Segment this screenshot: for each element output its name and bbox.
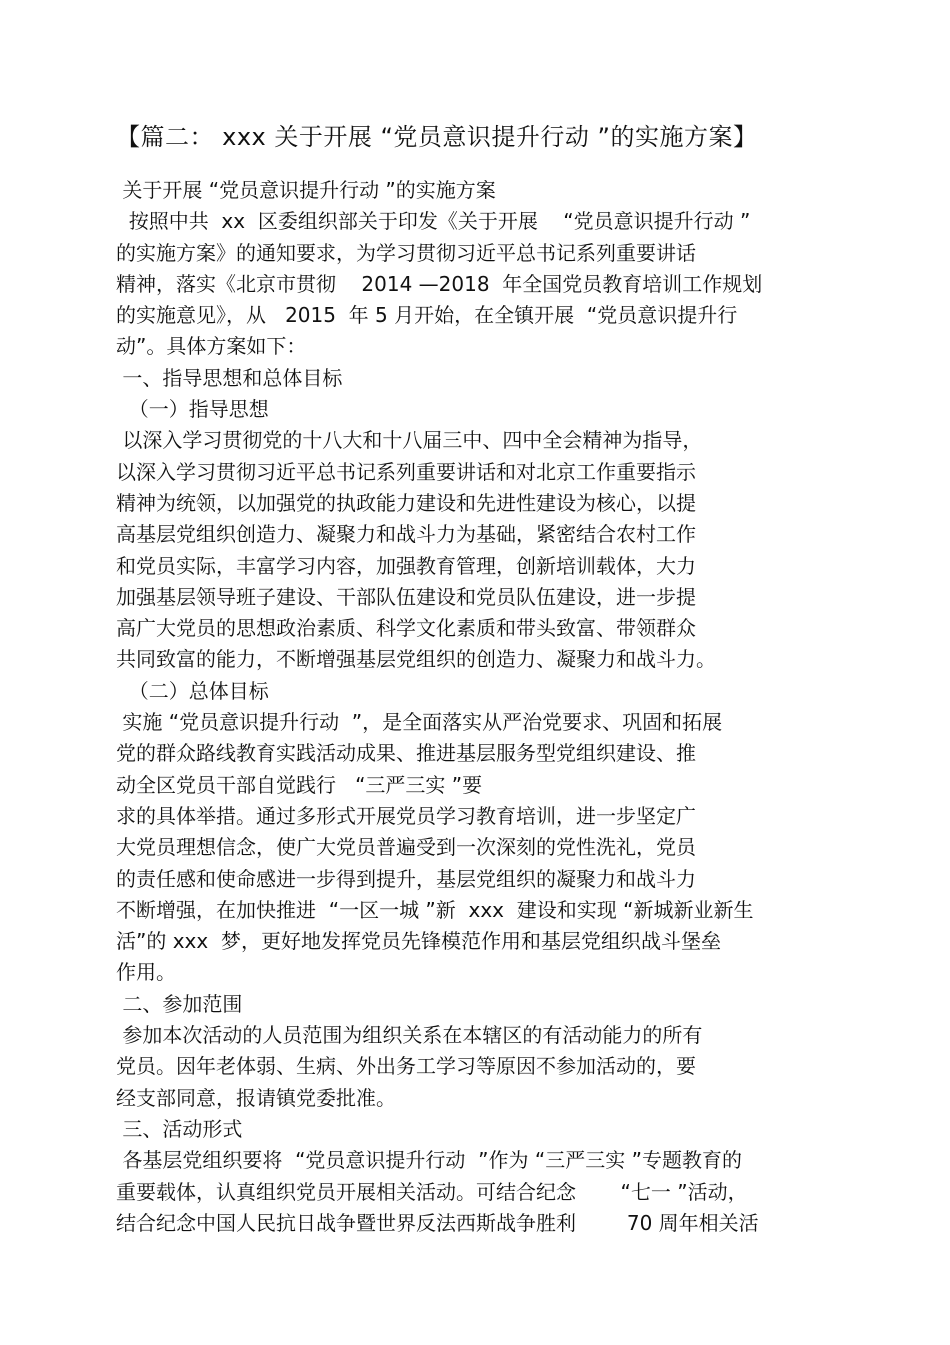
text-line: 重要载体，认真组织党员开展相关活动。可结合纪念 “七一 ”活动， <box>116 1179 748 1204</box>
text-line: 高广大党员的思想政治素质、科学文化素质和带头致富、带领群众 <box>116 616 696 641</box>
text-line: 大党员理想信念，使广大党员普遍受到一次深刻的党性洗礼，党员 <box>116 835 696 860</box>
text-line: 三、活动形式 <box>116 1116 243 1141</box>
text-line: 参加本次活动的人员范围为组织关系在本辖区的有活动能力的所有 <box>116 1023 703 1048</box>
text-line: 的实施方案》的通知要求，为学习贯彻习近平总书记系列重要讲话 <box>116 240 696 265</box>
text-line: 动”。具体方案如下： <box>116 334 307 359</box>
text-line: 的实施意见》，从 2015 年 5 月开始，在全镇开展 “党员意识提升行 <box>116 303 738 328</box>
text-line: 精神为统领，以加强党的执政能力建设和先进性建设为核心，以提 <box>116 490 696 515</box>
text-line: 关于开展 “党员意识提升行动 ”的实施方案 <box>116 178 496 202</box>
text-line: 以深入学习贯彻习近平总书记系列重要讲话和对北京工作重要指示 <box>116 459 696 484</box>
text-line: 党员。因年老体弱、生病、外出务工学习等原因不参加活动的，要 <box>116 1054 696 1079</box>
text-line: 结合纪念中国人民抗日战争暨世界反法西斯战争胜利 70 周年相关活 <box>116 1210 759 1235</box>
text-line: 精神，落实《北京市贯彻 2014 —2018 年全国党员教育培训工作规划 <box>116 271 763 296</box>
document-body <box>116 175 836 1239</box>
text-line: 动全区党员干部自觉践行 “三严三实 ”要 <box>116 772 483 797</box>
text-line: 不断增强，在加快推进 “一区一城 ”新 xxx 建设和实现 “新城新业新生 <box>116 897 754 922</box>
text-line: 共同致富的能力，不断增强基层党组织的创造力、凝聚力和战斗力。 <box>116 647 716 672</box>
text-line: 活”的 xxx 梦，更好地发挥党员先锋模范作用和基层党组织战斗堡垒 <box>116 929 721 954</box>
document-title: 【篇二： xxx 关于开展 “党员意识提升行动 ”的实施方案】 <box>116 123 758 151</box>
text-line: 以深入学习贯彻党的十八大和十八届三中、四中全会精神为指导， <box>116 428 703 453</box>
text-line: 实施 “党员意识提升行动 ”，是全面落实从严治党要求、巩固和拓展 <box>116 710 723 735</box>
text-line: 一、指导思想和总体目标 <box>116 365 343 390</box>
text-line: 二、参加范围 <box>116 991 243 1016</box>
text-line: 求的具体举措。通过多形式开展党员学习教育培训，进一步坚定广 <box>116 803 696 828</box>
text-line: 党的群众路线教育实践活动成果、推进基层服务型党组织建设、推 <box>116 741 696 766</box>
text-line: （二）总体目标 <box>116 678 269 703</box>
text-line: 经支部同意，报请镇党委批准。 <box>116 1085 396 1110</box>
text-line: 按照中共 xx 区委组织部关于印发《关于开展 “党员意识提升行动 ” <box>116 209 751 234</box>
text-line: 的责任感和使命感进一步得到提升，基层党组织的凝聚力和战斗力 <box>116 866 696 891</box>
text-line: 高基层党组织创造力、凝聚力和战斗力为基础，紧密结合农村工作 <box>116 522 696 547</box>
text-line: 和党员实际，丰富学习内容，加强教育管理，创新培训载体，大力 <box>116 553 696 578</box>
text-line: 各基层党组织要将 “党员意识提升行动 ”作为 “三严三实 ”专题教育的 <box>116 1148 742 1173</box>
text-line: 加强基层领导班子建设、干部队伍建设和党员队伍建设，进一步提 <box>116 584 696 609</box>
text-line: （一）指导思想 <box>116 397 269 422</box>
text-line: 作用。 <box>116 960 176 985</box>
